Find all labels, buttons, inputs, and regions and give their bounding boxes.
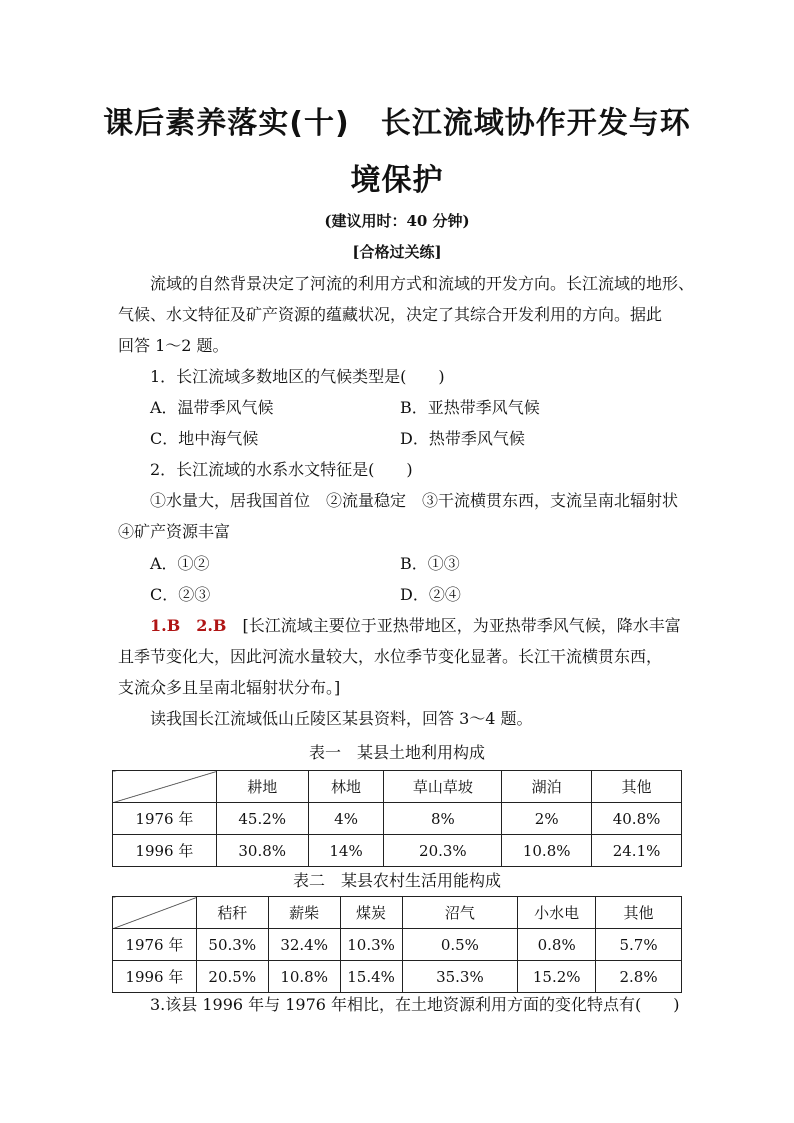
table-cell: 14% [308,835,384,867]
q2-statements-line-2: ④矿产资源丰富 [118,522,231,541]
table-row [113,803,682,835]
table-cell: 0.5% [402,929,518,961]
q2-option-c: C．②③ [150,585,211,604]
row-header: 1996 年 [113,961,197,993]
column-header: 林地 [308,771,384,803]
q2-stem: 2．长江流域的水系水文特征是( ) [150,460,413,479]
read-intro: 读我国长江流域低山丘陵区某县资料，回答 3～4 题。 [150,709,533,728]
diagonal-header-cell [113,771,217,803]
table2-caption: 表二 某县农村生活用能构成 [292,871,501,890]
table-cell: 0.8% [518,929,596,961]
column-header: 沼气 [402,897,518,929]
table-cell: 20.3% [384,835,502,867]
diagonal-header-cell [113,897,197,929]
column-header: 薪柴 [268,897,340,929]
table-cell: 35.3% [402,961,518,993]
table-row [113,835,682,867]
column-header: 秸秆 [196,897,268,929]
table-cell: 15.2% [518,961,596,993]
table-cell: 30.8% [216,835,308,867]
q1-option-b: B．亚热带季风气候 [400,398,540,417]
title-line-2: 境保护 [350,163,444,198]
section-heading: [合格过关练] [352,243,442,261]
intro-line-1: 流域的自然背景决定了河流的利用方式和流域的开发方向。长江流域的地形、 [150,274,695,293]
column-header: 小水电 [518,897,596,929]
table-cell: 10.8% [268,961,340,993]
table-cell: 2% [502,803,592,835]
answer-explanation-1: [长江流域主要位于亚热带地区，为亚热带季风气候，降水丰富 [226,616,681,635]
table-cell: 20.5% [196,961,268,993]
table-cell: 40.8% [592,803,682,835]
intro-line-2: 气候、水文特征及矿产资源的蕴藏状况，决定了其综合开发利用的方向。据此 [118,305,663,324]
table-header-row [113,771,682,803]
column-header: 其他 [592,771,682,803]
row-header: 1996 年 [113,835,217,867]
table-row [113,929,682,961]
q2-option-a: A．①② [150,554,210,573]
row-header: 1976 年 [113,929,197,961]
table-cell: 10.8% [502,835,592,867]
table-cell: 2.8% [596,961,682,993]
table-cell: 45.2% [216,803,308,835]
table1-caption: 表一 某县土地利用构成 [308,743,485,762]
q2-option-d: D．②④ [400,585,461,604]
column-header: 煤炭 [340,897,402,929]
q1-option-a: A．温带季风气候 [150,398,274,417]
column-header: 耕地 [216,771,308,803]
table-cell: 15.4% [340,961,402,993]
q1-option-c: C．地中海气候 [150,429,259,448]
table-cell: 32.4% [268,929,340,961]
q2-statements-line-1: ①水量大，居我国首位 ②流量稳定 ③干流横贯东西，支流呈南北辐射状 [150,491,679,510]
answer-line-2: 且季节变化大，因此河流水量较大，水位季节变化显著。长江干流横贯东西， [118,647,663,666]
q1-option-d: D．热带季风气候 [400,429,525,448]
answer-line-3: 支流众多且呈南北辐射状分布。] [118,678,341,697]
intro-line-3: 回答 1～2 题。 [118,336,229,355]
table-cell: 50.3% [196,929,268,961]
table-energy-use [112,896,682,993]
title-line-1: 课后素养落实(十) 长江流域协作开发与环 [103,106,691,141]
answer-line-1 [150,616,681,636]
table-cell: 5.7% [596,929,682,961]
answer-key: 1.B 2.B [150,616,227,635]
table-cell: 4% [308,803,384,835]
table-cell: 8% [384,803,502,835]
row-header: 1976 年 [113,803,217,835]
q2-option-b: B．①③ [400,554,460,573]
q3-stem: 3.该县 1996 年与 1976 年相比，在土地资源利用方面的变化特点有( ) [150,995,680,1014]
column-header: 草山草坡 [384,771,502,803]
table-row [113,961,682,993]
column-header: 湖泊 [502,771,592,803]
column-header: 其他 [596,897,682,929]
q1-stem: 1．长江流域多数地区的气候类型是( ) [150,367,445,386]
table-cell: 24.1% [592,835,682,867]
time-note: (建议用时：40 分钟) [324,212,470,230]
table-header-row [113,897,682,929]
table-cell: 10.3% [340,929,402,961]
table-land-use [112,770,682,867]
